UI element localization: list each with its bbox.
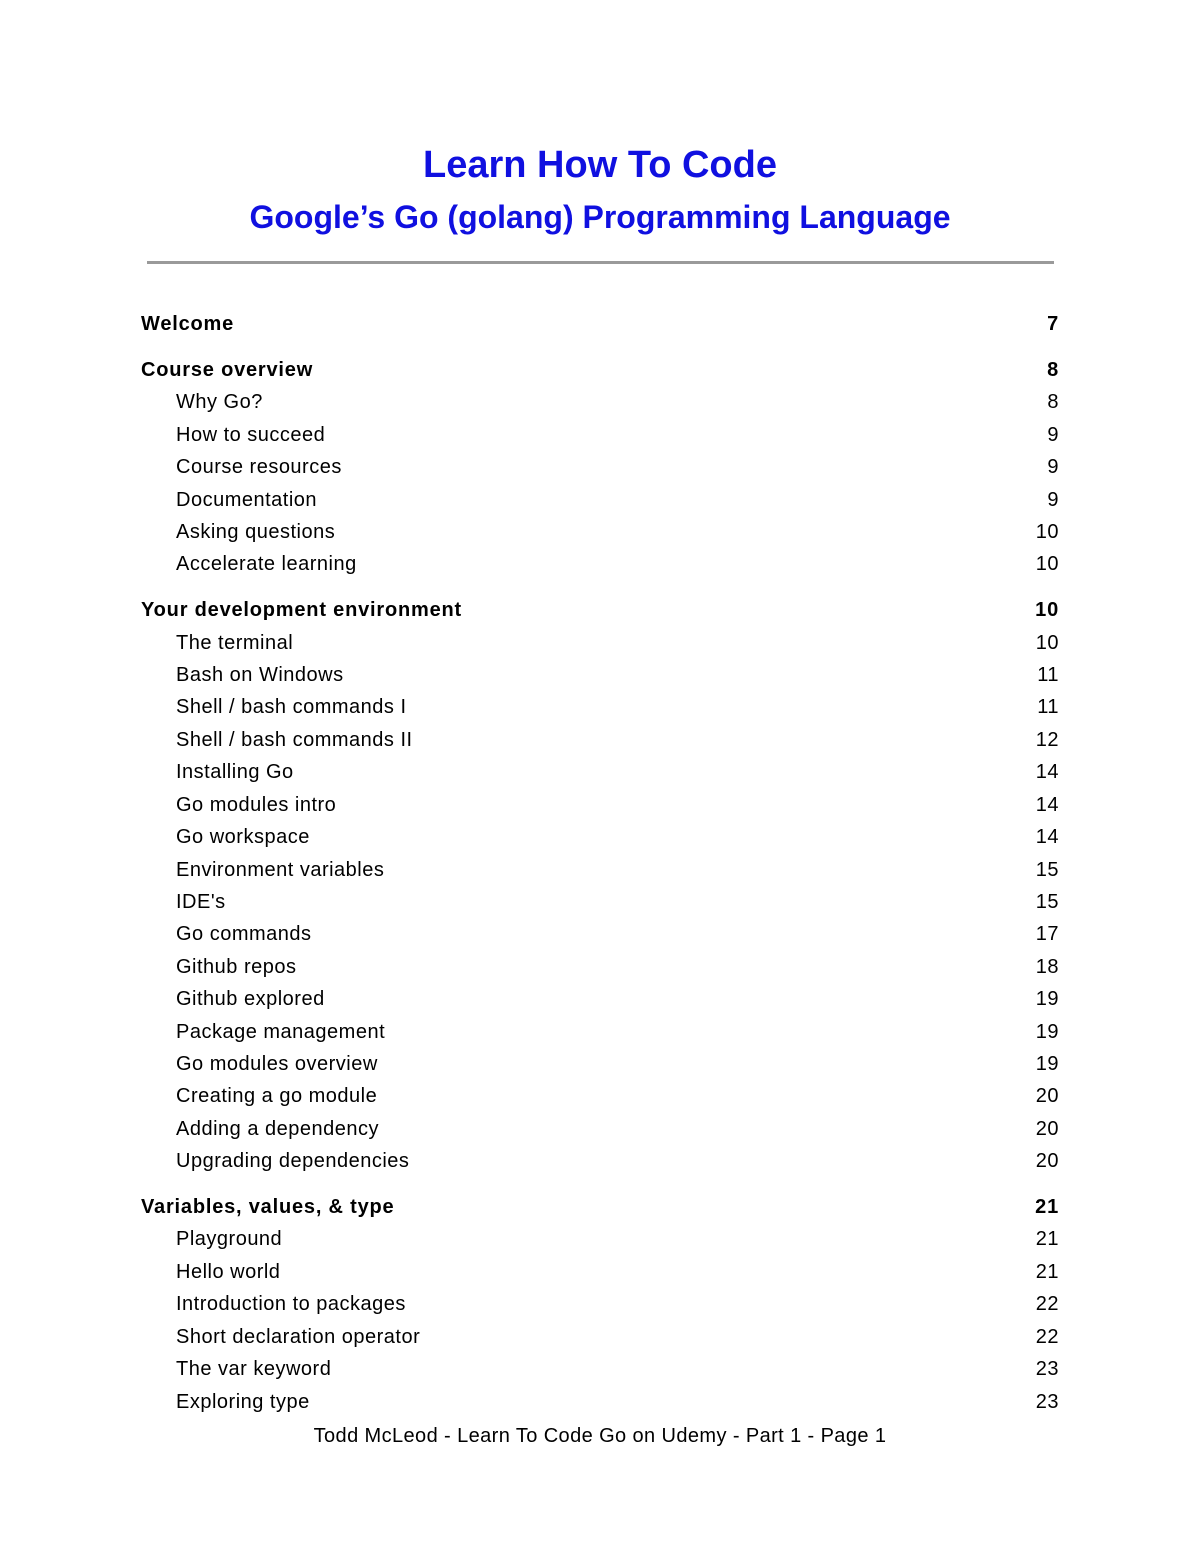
toc-entry-page: 9 [1047, 456, 1059, 479]
toc-entry[interactable] [141, 1016, 1059, 1048]
toc-entry[interactable] [141, 886, 1059, 918]
toc-entry-page: 12 [1035, 728, 1059, 751]
toc-entry[interactable] [141, 484, 1059, 516]
toc-entry-label: Installing Go [176, 761, 294, 784]
toc-entry-label: Hello world [176, 1260, 281, 1283]
toc-entry-label: Introduction to packages [176, 1293, 406, 1316]
toc-entry-label: Github explored [176, 988, 325, 1011]
toc-entry-page: 20 [1035, 1085, 1059, 1108]
toc-entry[interactable] [141, 1113, 1059, 1145]
toc-entry[interactable] [141, 516, 1059, 548]
toc-section-page: 10 [1035, 599, 1059, 622]
toc-entry-page: 20 [1035, 1117, 1059, 1140]
toc-section-heading[interactable] [141, 1191, 1059, 1223]
toc-entry-label: Github repos [176, 955, 297, 978]
toc-section-label: Course overview [141, 358, 314, 381]
toc-entry[interactable] [141, 451, 1059, 483]
toc-entry-label: Go modules intro [176, 793, 337, 816]
toc-section-heading[interactable] [141, 354, 1059, 386]
toc-entry[interactable] [141, 691, 1059, 723]
toc-entry-page: 11 [1037, 664, 1059, 687]
toc-entry[interactable] [141, 821, 1059, 853]
toc-entry-label: Creating a go module [176, 1085, 378, 1108]
toc-entry-page: 10 [1035, 520, 1059, 543]
toc-entry-page: 18 [1035, 955, 1059, 978]
toc-entry-label: How to succeed [176, 423, 326, 446]
toc-entry-page: 22 [1035, 1293, 1059, 1316]
toc-entry-page: 23 [1035, 1358, 1059, 1381]
toc-entry[interactable] [141, 548, 1059, 580]
toc-entry[interactable] [141, 386, 1059, 418]
toc-entry-label: Short declaration operator [176, 1325, 421, 1348]
toc-entry-page: 19 [1035, 988, 1059, 1011]
toc-entry-page: 9 [1047, 488, 1059, 511]
toc-entry[interactable] [141, 1386, 1059, 1418]
toc-entry-page: 10 [1035, 631, 1059, 654]
toc-entry-label: Go commands [176, 923, 312, 946]
toc-entry-label: Asking questions [176, 520, 336, 543]
toc-entry-label: Package management [176, 1020, 386, 1043]
toc-entry-page: 9 [1047, 423, 1059, 446]
toc-section-heading[interactable] [141, 308, 1059, 340]
toc-entry-page: 14 [1035, 793, 1059, 816]
toc-entry[interactable] [141, 983, 1059, 1015]
toc-entry-label: Course resources [176, 456, 342, 479]
toc-entry[interactable] [141, 1321, 1059, 1353]
toc-section-label: Variables, values, & type [141, 1196, 395, 1219]
toc-entry-page: 8 [1047, 391, 1059, 414]
toc-section [141, 308, 1059, 340]
title-divider [147, 261, 1054, 264]
toc-entry[interactable] [141, 789, 1059, 821]
toc-entry-label: Bash on Windows [176, 664, 344, 687]
toc-section-heading[interactable] [141, 594, 1059, 626]
toc-entry-label: Upgrading dependencies [176, 1150, 410, 1173]
toc-section [141, 354, 1059, 581]
toc-entry-label: Environment variables [176, 858, 385, 881]
toc-entry-page: 11 [1037, 696, 1059, 719]
toc-entry-label: Go workspace [176, 826, 310, 849]
toc-entry[interactable] [141, 756, 1059, 788]
toc-entry-label: Why Go? [176, 391, 263, 414]
toc-section [141, 594, 1059, 1177]
toc-entry[interactable] [141, 659, 1059, 691]
toc-entry[interactable] [141, 1353, 1059, 1385]
toc-entry-page: 15 [1035, 858, 1059, 881]
toc-entry-page: 22 [1035, 1325, 1059, 1348]
toc-section-page: 8 [1047, 358, 1059, 381]
toc-entry-label: Shell / bash commands II [176, 728, 413, 751]
toc-entry-page: 23 [1035, 1390, 1059, 1413]
toc-entry-page: 10 [1035, 553, 1059, 576]
toc-entry-page: 21 [1035, 1228, 1059, 1251]
toc-entry[interactable] [141, 1048, 1059, 1080]
toc-entry-page: 15 [1035, 890, 1059, 913]
toc-entry-page: 19 [1035, 1020, 1059, 1043]
document-title: Learn How To Code [423, 144, 777, 186]
toc-entry-label: The var keyword [176, 1358, 332, 1381]
toc-entry-label: Playground [176, 1228, 283, 1251]
toc-entry[interactable] [141, 627, 1059, 659]
table-of-contents [141, 308, 1059, 1418]
toc-entry-label: Go modules overview [176, 1052, 378, 1075]
toc-entry-page: 14 [1035, 826, 1059, 849]
toc-entry-page: 19 [1035, 1052, 1059, 1075]
toc-section-page: 21 [1035, 1196, 1059, 1219]
toc-entry[interactable] [141, 1223, 1059, 1255]
toc-entry[interactable] [141, 918, 1059, 950]
document-subtitle: Google’s Go (golang) Programming Language [249, 199, 951, 235]
toc-entry-label: Exploring type [176, 1390, 310, 1413]
toc-entry[interactable] [141, 1288, 1059, 1320]
toc-entry-label: IDE's [176, 890, 226, 913]
toc-section-label: Welcome [141, 313, 235, 335]
toc-entry-label: Accelerate learning [176, 553, 357, 576]
toc-entry-page: 14 [1035, 761, 1059, 784]
toc-entry[interactable] [141, 1145, 1059, 1177]
page-footer: Todd McLeod - Learn To Code Go on Udemy - Part 1 - Page 1 [313, 1425, 887, 1447]
toc-entry-page: 20 [1035, 1150, 1059, 1173]
toc-entry[interactable] [141, 419, 1059, 451]
toc-section-label: Your development environment [141, 599, 462, 622]
toc-entry[interactable] [141, 1256, 1059, 1288]
toc-section-page: 7 [1047, 313, 1059, 335]
toc-entry[interactable] [141, 951, 1059, 983]
toc-entry[interactable] [141, 724, 1059, 756]
toc-entry-page: 17 [1035, 923, 1059, 946]
toc-entry-label: Documentation [176, 488, 318, 511]
toc-entry-label: Shell / bash commands I [176, 696, 407, 719]
toc-entry[interactable] [141, 854, 1059, 886]
toc-entry-label: The terminal [176, 631, 294, 654]
toc-entry-label: Adding a dependency [176, 1117, 379, 1140]
toc-section [141, 1191, 1059, 1418]
toc-entry[interactable] [141, 1080, 1059, 1112]
toc-entry-page: 21 [1035, 1260, 1059, 1283]
